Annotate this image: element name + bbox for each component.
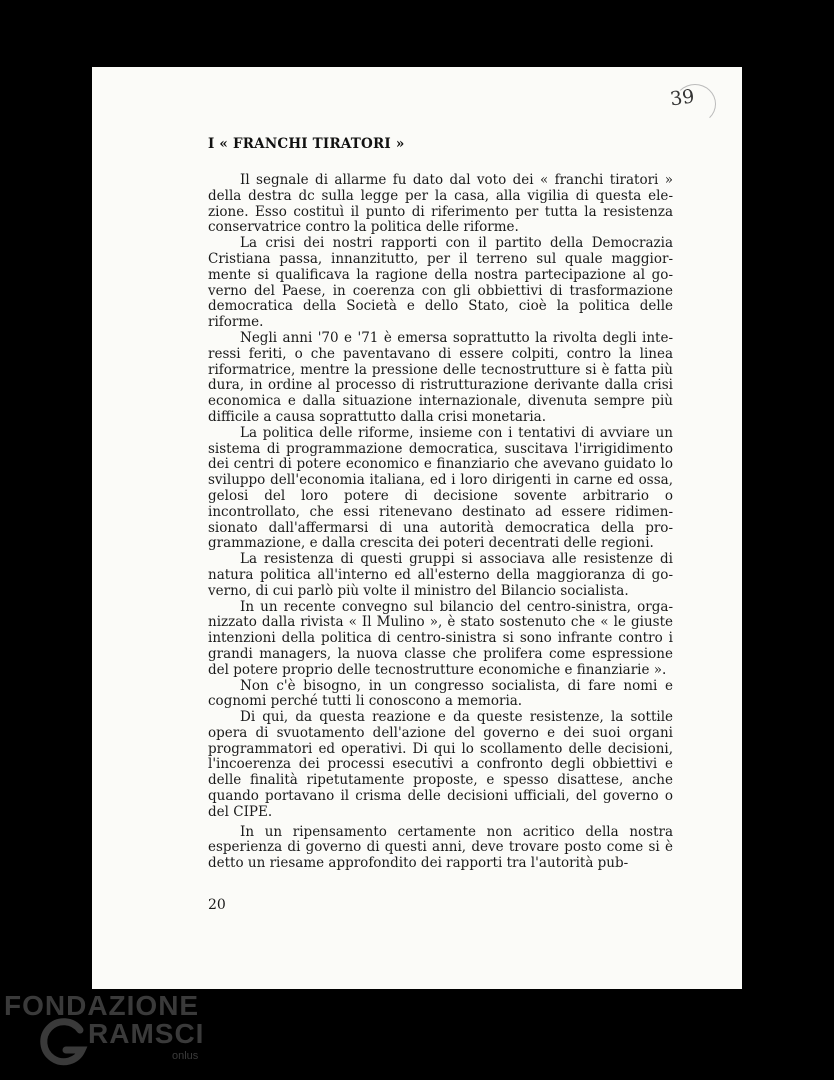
logo-onlus: onlus: [172, 1050, 199, 1062]
handwritten-page-mark: 39: [668, 85, 696, 111]
fondazione-gramsci-logo: [4, 990, 214, 1075]
page-number: 20: [208, 897, 226, 913]
paragraph: Di qui, da questa reazione e da queste resistenze, la sottile opera di svuotamento dell'azione del governo e dei suoi organi programmatori ed operativi. Di qui lo scollamento delle decisioni, l'incoerenza dei processi esecutivi a confronto degli obbiettivi e delle finalità ripetutamente proposte, e spesso disattese, anche quando portavano il crisma delle decisioni ufficiali, del governo o del CIPE.: [208, 709, 673, 820]
paragraph: La politica delle riforme, insieme con i tentativi di avviare un sistema di programmazione democratica, suscitava l'irrigidimento dei centri di potere economico e finanziario che avevano guidato lo sviluppo dell'economia italiana, ed i loro dirigenti in carne ed ossa, gelosi del loro potere di decisione sovente arbitrario o incontrollato, che essi ritenevano destinato ad essere ridimensionato dall'affermarsi di una autorità democratica della programmazione, e dalla crescita dei poteri decentrati delle regioni.: [208, 424, 673, 552]
paragraph: La resistenza di questi gruppi si associava alle resistenze di natura politica all'interno ed all'esterno della maggioranza di governo, di cui parlò più volte il ministro del Bilancio socialista.: [208, 551, 673, 599]
logo-line2: RAMSCI: [88, 1018, 205, 1049]
paragraph: Il segnale di allarme fu dato dal voto dei « franchi tiratori » della destra dc sulla legge per la casa, alla vigilia di questa elezione. Esso costituì il punto di riferimento per tutta la resistenza conservatrice contro la politica delle riforme.: [208, 172, 673, 236]
body-text: [208, 173, 673, 872]
paragraph: La crisi dei nostri rapporti con il partito della Democrazia Cristiana passa, innanzitutto, per il terreno sul quale maggiormente si qualificava la ragione della nostra partecipazione al governo del Paese, in coerenza con gli obbiettivi di trasformazione democratica della Società e dello Stato, cioè la politica delle riforme.: [208, 235, 673, 331]
paragraph: Negli anni '70 e '71 è emersa soprattutto la rivolta degli interessi feriti, o che paventavano di essere colpiti, contro la linea riformatrice, mentre la pressione delle tecnostrutture si è fatta più dura, in ordine al processo di ristrutturazione derivante dalla crisi economica e dalla situazione internazionale, divenuta sempre più difficile a causa soprattutto dalla crisi monetaria.: [208, 329, 673, 425]
chapter-title: I « FRANCHI TIRATORI »: [208, 136, 405, 152]
paragraph: In un recente convegno sul bilancio del centro-sinistra, organizzato dalla rivista « Il Mulino », è stato sostenuto che « le giuste intenzioni della politica di centro-sinistra si sono infrante contro i grandi managers, la nuova classe che prolifera come espressione del potere proprio delle tecnostrutture economiche e finanziarie ».: [208, 598, 673, 678]
logo-g-icon: [36, 1016, 90, 1070]
logo-line1: FONDAZIONE: [4, 990, 200, 1021]
paragraph: In un ripensamento certamente non acritico della nostra esperienza di governo di questi anni, deve trovare posto come si è detto un riesame approfondito dei rapporti tra l'autorità pub-: [208, 823, 673, 872]
paragraph: Non c'è bisogno, in un congresso socialista, di fare nomi e cognomi perché tutti li conoscono a memoria.: [208, 677, 673, 710]
